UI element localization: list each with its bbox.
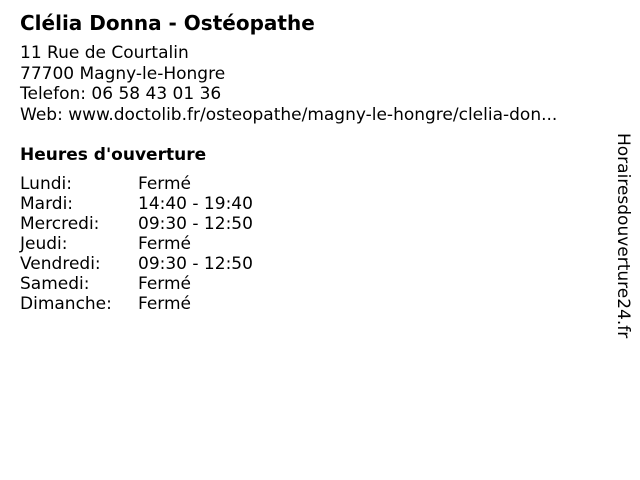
website-link: Web: www.doctolib.fr/osteopathe/magny-le-hongre/clelia-don... — [20, 104, 558, 125]
day-hours: Fermé — [138, 294, 192, 314]
day-label: Dimanche: — [20, 294, 112, 314]
day-hours: 09:30 - 12:50 — [138, 254, 253, 274]
day-hours: Fermé — [138, 274, 192, 294]
day-label: Mardi: — [20, 194, 74, 214]
address-street: 11 Rue de Courtalin — [20, 43, 189, 63]
address-city: 77700 Magny-le-Hongre — [20, 63, 226, 84]
day-hours: 14:40 - 19:40 — [138, 194, 253, 214]
day-label: Lundi: — [20, 174, 72, 194]
opening-hours-heading: Heures d'ouverture — [20, 145, 207, 165]
business-title: Clélia Donna - Ostéopathe — [20, 11, 315, 35]
day-hours: Fermé — [138, 234, 192, 254]
business-contact-block — [20, 43, 557, 125]
day-label: Samedi: — [20, 274, 90, 294]
day-hours: 09:30 - 12:50 — [138, 214, 253, 234]
watermark-text: Horairesdouverture24.fr — [613, 133, 633, 339]
day-hours: Fermé — [138, 174, 192, 194]
day-label: Vendredi: — [20, 254, 101, 274]
phone-number: Telefon: 06 58 43 01 36 — [20, 84, 222, 104]
day-label: Jeudi: — [20, 234, 68, 254]
day-label: Mercredi: — [20, 214, 100, 234]
site-watermark — [612, 133, 634, 373]
